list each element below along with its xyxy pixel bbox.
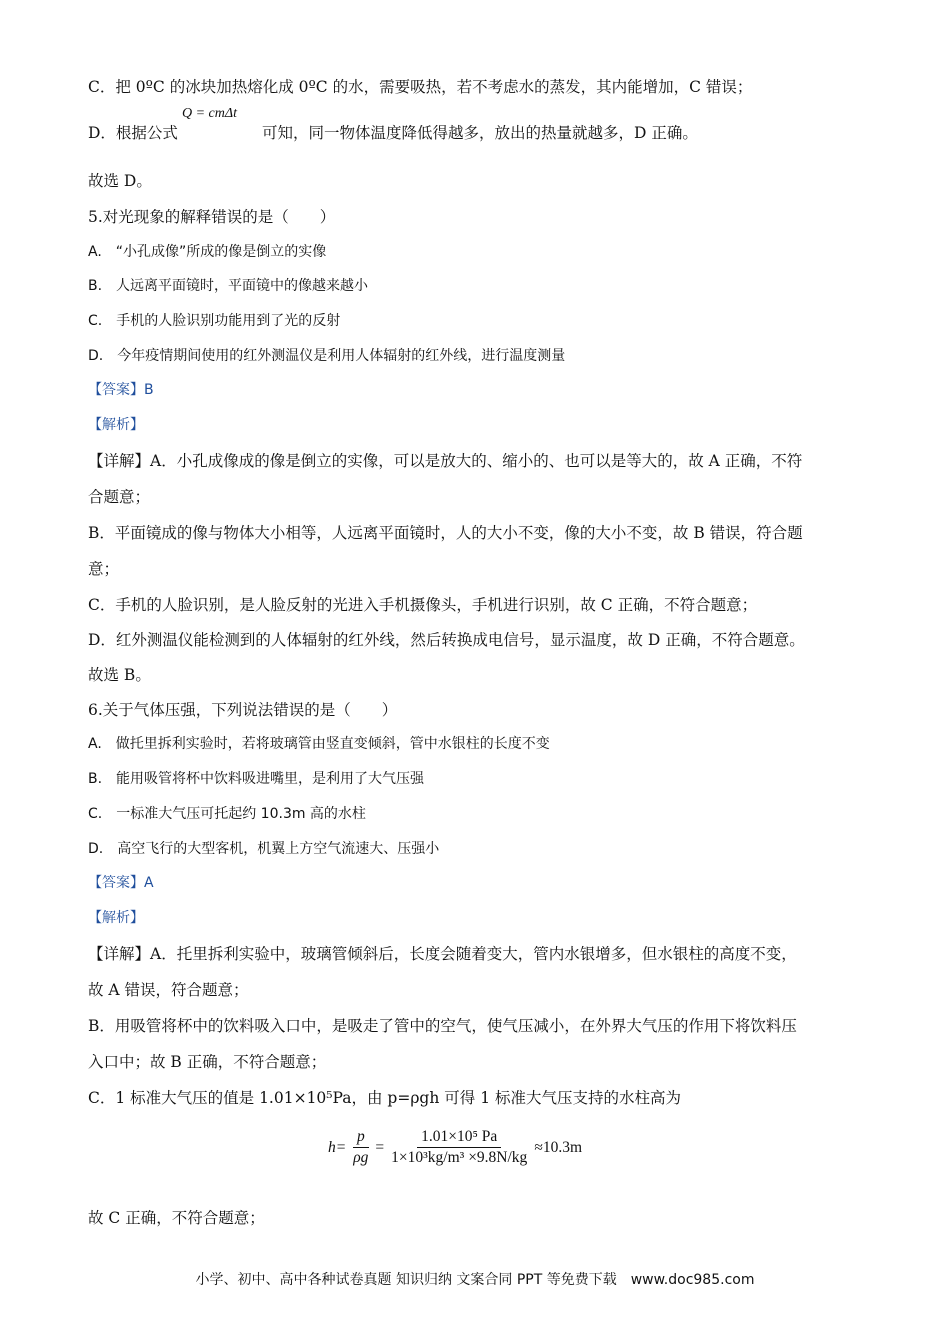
text-line-c-ice: C．把 0ºC 的冰块加热熔化成 0ºC 的水，需要吸热，若不考虑水的蒸发，其内能增加，C 错误； (88, 78, 753, 96)
question-5-detail-d: D．红外测温仪能检测到的人体辐射的红外线，然后转换成电信号，显示温度，故 D 正确，不符合题意。 (88, 631, 805, 649)
question-5-option-c: C. 手机的人脸识别功能用到了光的反射 (88, 313, 341, 329)
formula-result: ≈10.3m (534, 1138, 583, 1156)
formula-fraction-2-denominator: 1×10³kg/m³ ×9.8N/kg (391, 1149, 528, 1166)
question-6-detail-a-2: 故 A 错误，符合题意； (88, 981, 249, 999)
page-footer: 小学、初中、高中各种试卷真题 知识归纳 文案合同 PPT 等免费下载 www.doc985.com (195, 1272, 755, 1288)
question-6-answer: 【答案】A (88, 875, 154, 891)
question-5-choose: 故选 B。 (88, 666, 151, 684)
formula-fraction-1-numerator: p (353, 1128, 369, 1148)
question-6-option-b: B. 能用吸管将杯中饮料吸进嘴里，是利用了大气压强 (88, 771, 425, 787)
question-5-detail-b-1: B．平面镜成的像与物体大小相等，人远离平面镜时，人的大小不变，像的大小不变，故 B 错误，符合题 (88, 524, 803, 542)
question-6-stem: 6.关于气体压强，下列说法错误的是（ ） (88, 701, 398, 719)
question-5-analysis-tag: 【解析】 (88, 417, 144, 433)
question-5-option-a: A. “小孔成像”所成的像是倒立的实像 (88, 244, 327, 260)
formula-equals: = (375, 1138, 385, 1156)
text-line-d-formula-suffix: 可知，同一物体温度降低得越多，放出的热量就越多，D 正确。 (262, 124, 698, 142)
question-5-option-d: D. 今年疫情期间使用的红外测温仪是利用人体辐射的红外线，进行温度测量 (88, 348, 566, 364)
question-5-detail-b-2: 意； (88, 560, 120, 578)
question-5-stem: 5.对光现象的解释错误的是（ ） (88, 208, 336, 226)
question-6-detail-b-1: B．用吸管将杯中的饮料吸入口中，是吸走了管中的空气，使气压减小，在外界大气压的作用下将饮料压 (88, 1017, 797, 1035)
question-6-detail-c-2: 故 C 正确，不符合题意； (88, 1209, 265, 1227)
question-5-option-b: B. 人远离平面镜时，平面镜中的像越来越小 (88, 278, 369, 294)
question-6-detail-a-1: 【详解】A．托里拆利实验中，玻璃管倾斜后，长度会随着变大，管内水银增多，但水银柱的高度不变， (88, 945, 797, 963)
question-6-analysis-tag: 【解析】 (88, 910, 144, 926)
inline-formula: Q = cmΔt (182, 106, 237, 121)
question-6-detail-c-1: C．1 标准大气压的值是 1.01×10⁵Pa，由 p=ρgh 可得 1 标准大气压支持的水柱高为 (88, 1089, 681, 1107)
question-6-option-a: A. 做托里拆利实验时，若将玻璃管由竖直变倾斜，管中水银柱的长度不变 (88, 736, 550, 752)
formula-fraction-1-denominator: ρg (353, 1149, 369, 1166)
formula-fraction-2 (387, 1128, 531, 1167)
question-5-answer: 【答案】B (88, 382, 154, 398)
text-line-d-formula-prefix: D．根据公式 (88, 124, 178, 142)
question-6-detail-b-2: 入口中；故 B 正确，不符合题意； (88, 1053, 327, 1071)
question-6-option-c: C. 一标准大气压可托起约 10.3m 高的水柱 (88, 806, 366, 822)
text-line-choose-d: 故选 D。 (88, 172, 152, 190)
question-6-option-d: D. 高空飞行的大型客机，机翼上方空气流速大、压强小 (88, 841, 440, 857)
question-5-detail-a-2: 合题意； (88, 488, 151, 506)
display-formula (328, 1128, 582, 1167)
question-5-detail-a-1: 【详解】A．小孔成像成的像是倒立的实像，可以是放大的、缩小的、也可以是等大的，故 A 正确，不符 (88, 452, 803, 470)
formula-fraction-2-numerator: 1.01×10⁵ Pa (417, 1128, 501, 1148)
question-5-detail-c: C．手机的人脸识别，是人脸反射的光进入手机摄像头，手机进行识别，故 C 正确，不符合题意； (88, 596, 758, 614)
formula-lhs: h= (328, 1138, 347, 1156)
formula-fraction-1 (349, 1128, 372, 1167)
